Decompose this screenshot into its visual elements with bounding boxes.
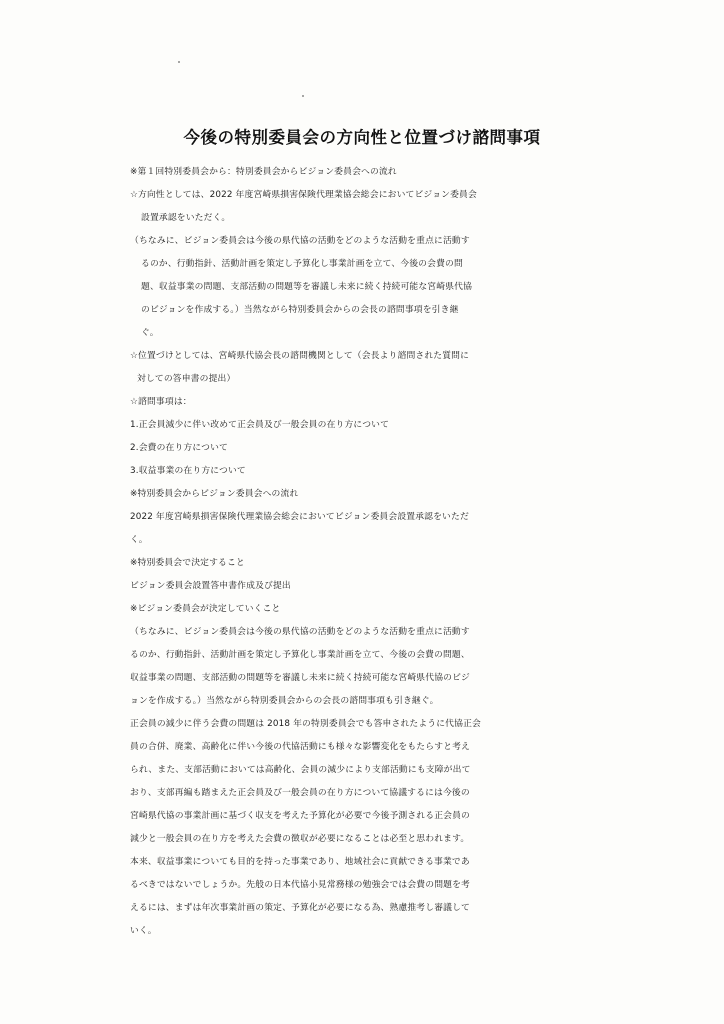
- text-line: えるには、まずは年次事業計画の策定、予算化が必要になる為、熟慮推考し審議して: [130, 903, 470, 913]
- text-line: 3.収益事業の在り方について: [130, 466, 246, 476]
- text-line: るのか、行動指針、活動計画を策定し予算化し事業計画を立て、今後の会費の問題、: [130, 650, 470, 660]
- text-line: ビジョン委員会設置答申書作成及び提出: [130, 581, 291, 591]
- text-line: く。: [130, 535, 148, 545]
- text-line: 1.正会員減少に伴い改めて正会員及び一般会員の在り方について: [130, 420, 390, 430]
- text-line: 対しての答申書の提出）: [137, 374, 236, 384]
- scan-speck: [178, 61, 180, 63]
- text-line: 宮崎県代協の事業計画に基づく収支を考えた予算化が必要で今後予測される正会員の: [130, 811, 470, 821]
- text-line: 本来、収益事業についても目的を持った事業であり、地域社会に貢献できる事業であ: [130, 857, 470, 867]
- text-line: 員の合併、廃業、高齢化に伴い今後の代協活動にも様々な影響変化をもたらすと考え: [130, 742, 470, 752]
- text-line: 2022 年度宮崎県損害保険代理業協会総会においてビジョン委員会設置承認をいただ: [130, 512, 469, 522]
- text-line: （ちなみに、ビジョン委員会は今後の県代協の活動をどのような活動を重点に活動す: [130, 627, 470, 637]
- text-line: ※第１回特別委員会から：特別委員会からビジョン委員会への流れ: [130, 167, 397, 177]
- document-body: [130, 161, 630, 943]
- text-line: ☆諮問事項は：: [130, 397, 192, 407]
- text-line: ※特別委員会で決定すること: [130, 558, 245, 568]
- text-line: ョンを作成する。）当然ながら特別委員会からの会長の諮問事項も引き継ぐ。: [130, 696, 439, 706]
- text-line: ※ビジョン委員会が決定していくこと: [130, 604, 281, 614]
- text-line: 題、収益事業の問題、支部活動の問題等を審議し未来に続く持続可能な宮崎県代協: [141, 282, 473, 292]
- text-line: 収益事業の問題、支部活動の問題等を審議し未来に続く持続可能な宮崎県代協のビジ: [130, 673, 470, 683]
- text-line: ☆位置づけとしては、宮崎県代協会長の諮問機関として（会長より諮問された質問に: [130, 351, 470, 361]
- text-line: るべきではないでしょうか。先般の日本代協小見常務様の勉強会では会費の問題を考: [130, 880, 470, 890]
- document-title: 今後の特別委員会の方向性と位置づけ諮問事項: [183, 128, 541, 147]
- scan-speck: [302, 95, 304, 97]
- text-line: （ちなみに、ビジョン委員会は今後の県代協の活動をどのような活動を重点に活動す: [130, 236, 470, 246]
- text-line: 正会員の減少に伴う会費の問題は 2018 年の特別委員会でも答申されたように代協正会: [130, 719, 481, 729]
- text-line: ※特別委員会からビジョン委員会への流れ: [130, 489, 299, 499]
- text-line: 減少と一般会員の在り方を考えた会費の徴収が必要になることは必至と思われます。: [130, 834, 470, 844]
- text-line: いく。: [130, 926, 157, 936]
- text-line: ☆方向性としては、2022 年度宮崎県損害保険代理業協会総会においてビジョン委員会: [130, 190, 477, 200]
- text-line: られ、また、支部活動においては高齢化、会員の減少により支部活動にも支障が出て: [130, 765, 471, 775]
- text-line: 2.会費の在り方について: [130, 443, 228, 453]
- text-line: おり、支部再編も踏まえた正会員及び一般会員の在り方について協議するには今後の: [130, 788, 470, 798]
- text-line: ぐ。: [141, 328, 159, 338]
- text-line: るのか、行動指針、活動計画を策定し予算化し事業計画を立て、今後の会費の問: [141, 259, 463, 269]
- text-line: 設置承認をいただく。: [141, 213, 231, 223]
- text-line: のビジョンを作成する。）当然ながら特別委員会からの会長の諮問事項を引き継: [141, 305, 459, 315]
